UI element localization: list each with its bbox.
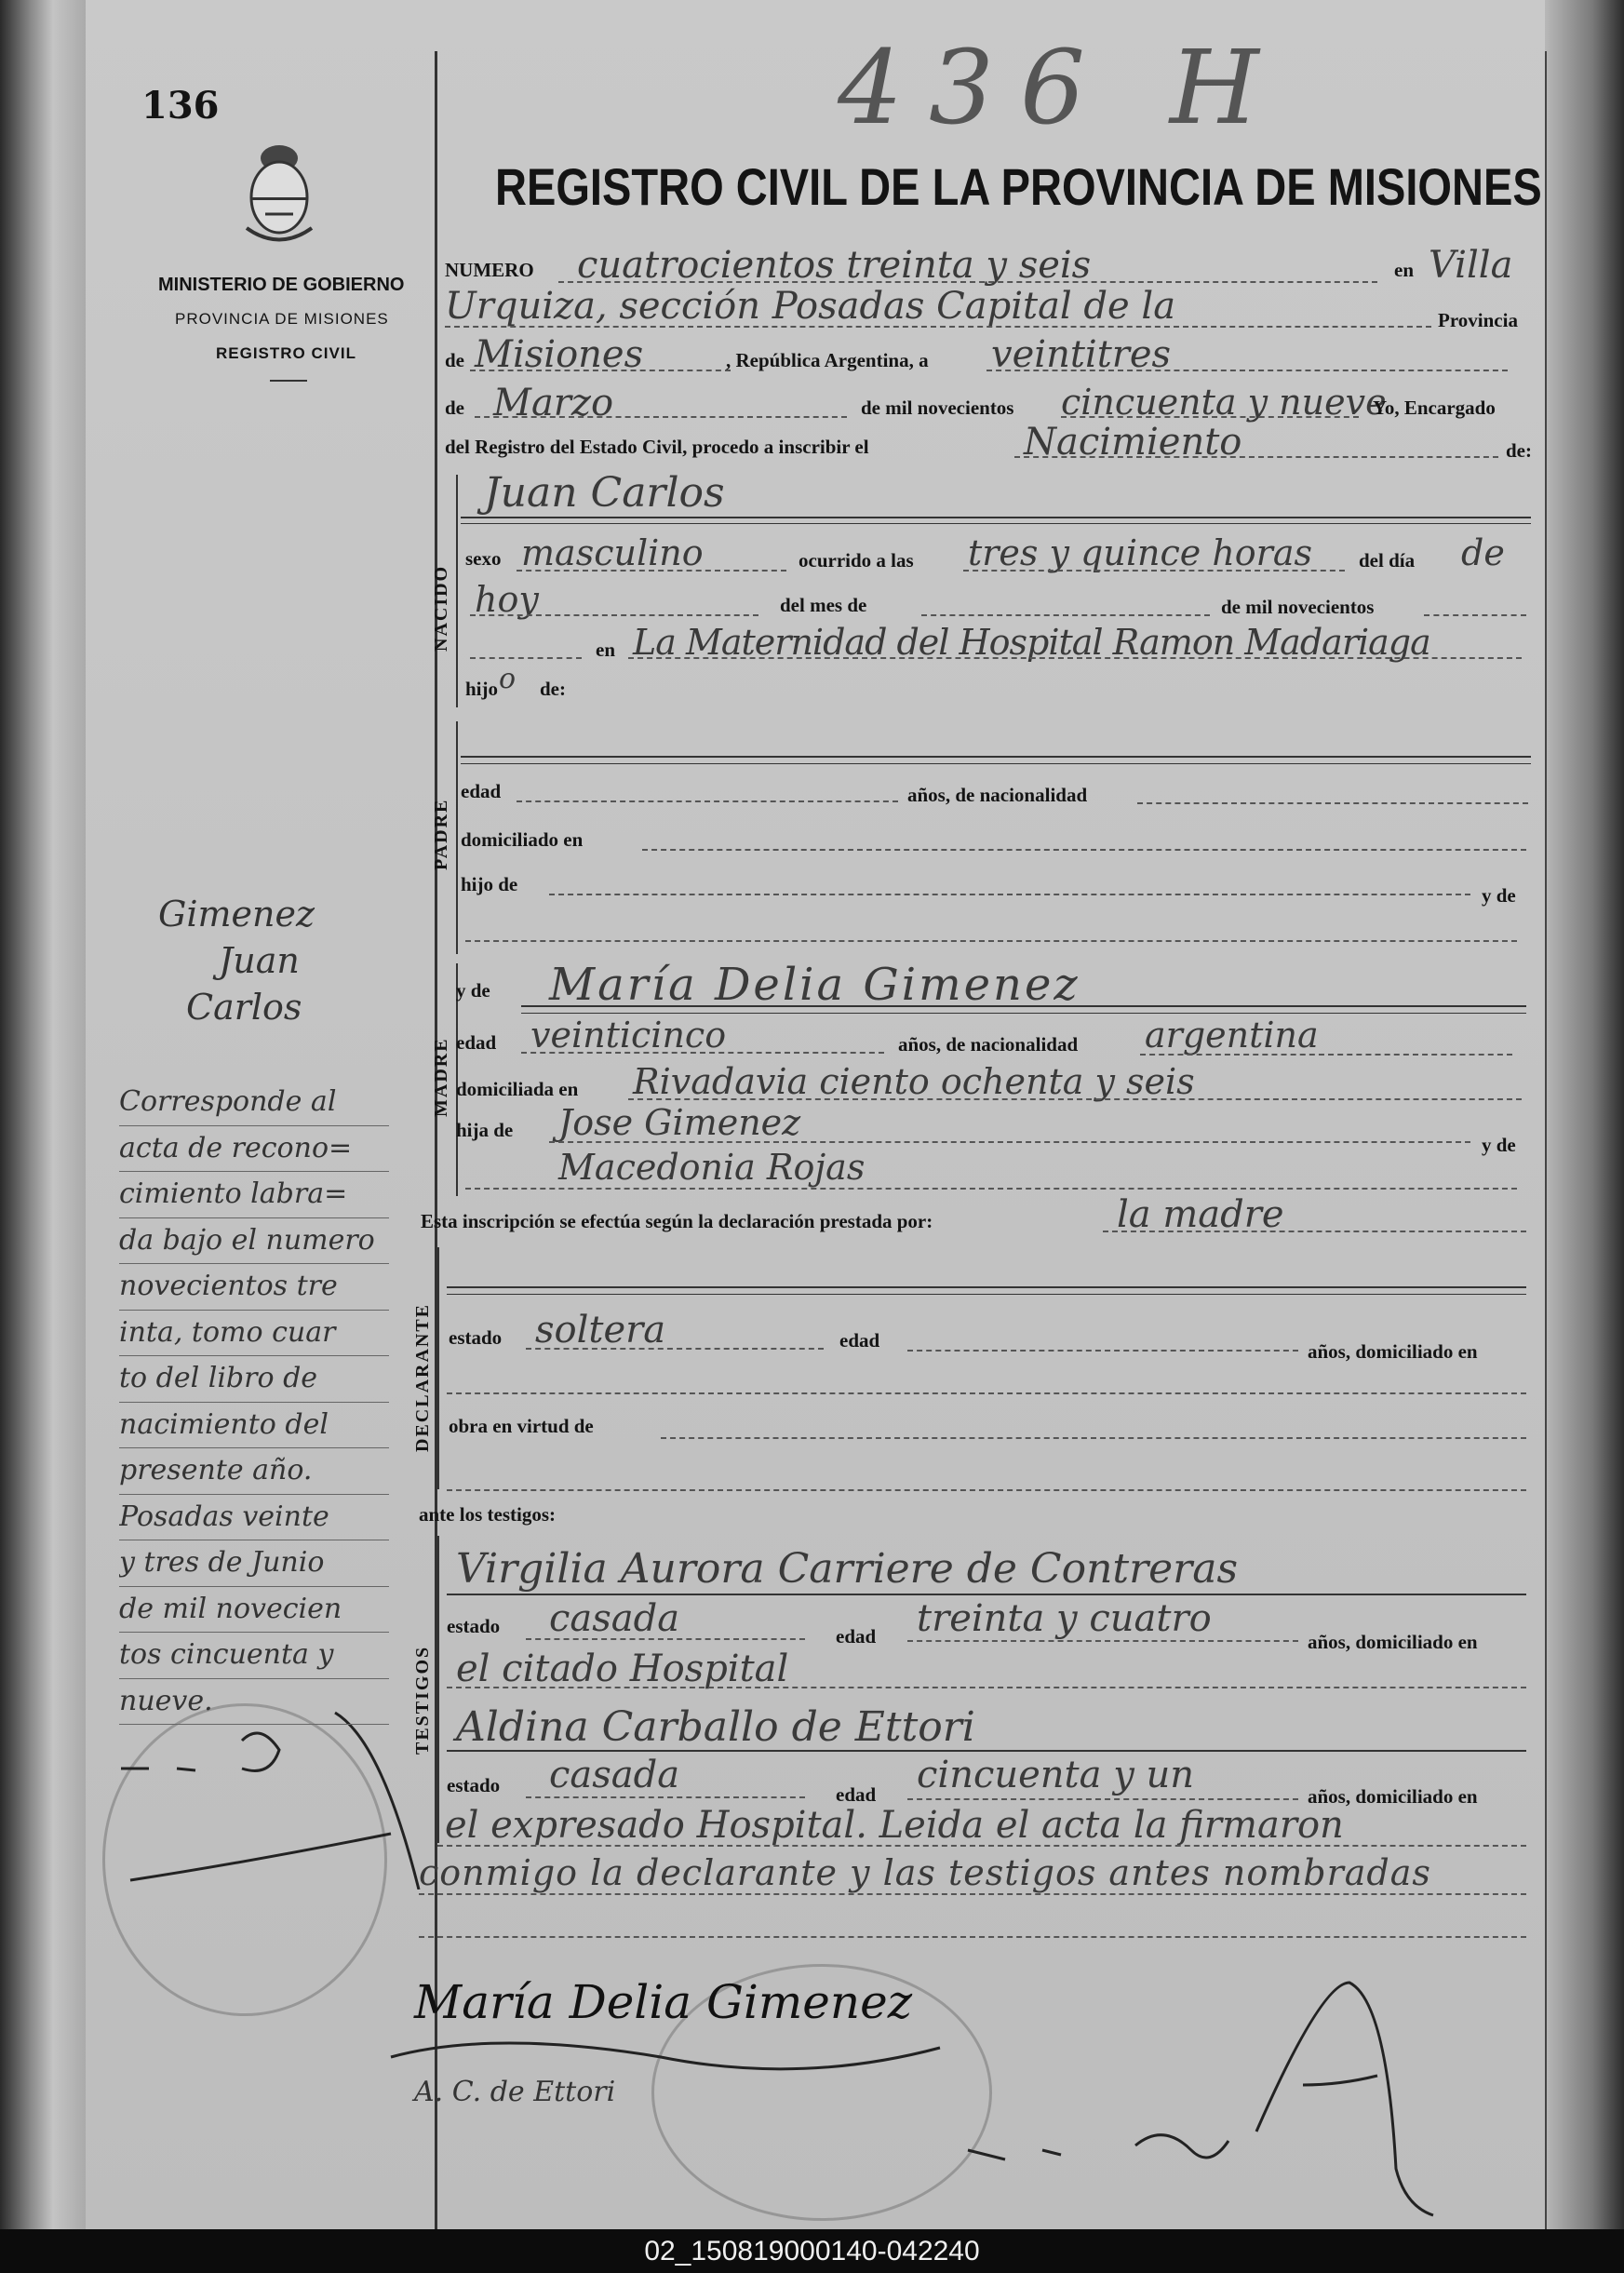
- book-spine: [0, 0, 88, 2229]
- numero-value: cuatrocientos treinta y seis: [577, 244, 1092, 287]
- padre-hijo-label: hijo de: [461, 873, 518, 895]
- testigo-1-edad: treinta y cuatro: [917, 1597, 1212, 1640]
- declarante-obra-label: obra en virtud de: [449, 1415, 594, 1437]
- margin-name-3: Carlos: [186, 987, 302, 1028]
- declarante-bracket: [437, 1247, 439, 1489]
- declaracion-label: Esta inscripción se efectúa según la declaración prestada por:: [421, 1210, 933, 1232]
- del-dia-label: del día: [1359, 549, 1416, 572]
- testigo-1-estado: casada: [549, 1597, 680, 1640]
- de-label: de: [445, 349, 464, 371]
- place-underline: [445, 326, 1431, 328]
- testigo-2-edad: cincuenta y un: [917, 1754, 1195, 1796]
- sexo-underline: [517, 570, 786, 572]
- declarante-obra-underline: [661, 1437, 1526, 1439]
- closing-line-2-underline: [419, 1893, 1526, 1895]
- testigo-1-anos-label: años, domiciliado en: [1308, 1631, 1478, 1653]
- margin-note-line: tos cincuenta y: [119, 1633, 389, 1679]
- margin-note-lines: [119, 1080, 389, 1725]
- en-label: en: [1394, 259, 1414, 281]
- argentina-coat-of-arms-icon: [237, 130, 321, 251]
- declarante-estado-value: soltera: [535, 1309, 666, 1352]
- padre-anos-label: años, de nacionalidad: [907, 784, 1088, 806]
- page-number: 136: [141, 84, 220, 128]
- madre-anos-label: años, de nacionalidad: [898, 1033, 1079, 1056]
- en-value: Villa: [1429, 244, 1513, 287]
- mes-underline: [921, 614, 1210, 616]
- closing-line-2: conmigo la declarante y las testigos antes nombradas: [419, 1852, 1431, 1893]
- declarante-side-label: DECLARANTE: [412, 1302, 433, 1452]
- month-underline: [475, 416, 847, 418]
- document-title: REGISTRO CIVIL DE LA PROVINCIA DE MISIONES: [495, 157, 1542, 216]
- de-underline: [470, 370, 731, 371]
- testigo-1-dom-underline: [447, 1687, 1526, 1688]
- hijo-suffix: de:: [540, 678, 566, 700]
- mil-label: de mil novecientos: [861, 397, 1014, 419]
- margin-name-1: Gimenez: [158, 894, 315, 935]
- hoy-value: hoy: [475, 579, 539, 620]
- nacido-bracket: [456, 475, 458, 707]
- header-divider: [270, 380, 307, 382]
- padre-bracket: [456, 721, 458, 954]
- declarante-edad-label: edad: [839, 1329, 880, 1352]
- ocurrido-label: ocurrido a las: [799, 549, 914, 572]
- madre-padre-value: Jose Gimenez: [558, 1102, 801, 1143]
- de-value: Misiones: [475, 333, 644, 376]
- month-value: Marzo: [493, 382, 614, 424]
- declarante-edad-underline: [907, 1350, 1298, 1352]
- padre-top-line: [461, 756, 1531, 758]
- time-underline: [963, 570, 1345, 572]
- page-edge: [1545, 0, 1624, 2229]
- madre-nac-value: argentina: [1145, 1015, 1319, 1056]
- declaracion-underline: [1103, 1231, 1526, 1232]
- padre-domicilio-underline: [642, 849, 1526, 851]
- madre-yde2-label: y de: [1482, 1134, 1516, 1156]
- nacido-side-label: NACIDO: [431, 564, 451, 652]
- padre-edad-label: edad: [461, 780, 502, 802]
- madre-edad-underline: [521, 1052, 884, 1054]
- madre-edad-label: edad: [456, 1031, 497, 1054]
- signature-scrawl-officer: [949, 1945, 1508, 2225]
- testigo-1-edad-underline: [907, 1640, 1298, 1642]
- footer-id: 02_150819000140-042240: [0, 2229, 1624, 2273]
- madre-madre-value: Macedonia Rojas: [558, 1147, 866, 1188]
- declarante-top-line-2: [447, 1294, 1526, 1295]
- nacido-en-label: en: [596, 639, 615, 661]
- nacido-place-value: La Maternidad del Hospital Ramon Madariaga: [633, 622, 1430, 663]
- testigo-2-estado: casada: [549, 1754, 680, 1796]
- margin-note-line: nueve.: [119, 1679, 389, 1726]
- place-value: Urquiza, sección Posadas Capital de la: [445, 285, 1176, 328]
- margin-rule: [435, 51, 437, 2229]
- declarante-estado-label: estado: [449, 1326, 503, 1349]
- padre-nac-underline: [1137, 802, 1528, 804]
- republica-label: , República Argentina, a: [726, 349, 929, 371]
- testigo-2-anos-label: años, domiciliado en: [1308, 1785, 1478, 1808]
- province-name: PROVINCIA DE MISIONES: [175, 310, 389, 328]
- testigos-ante-label: ante los testigos:: [419, 1503, 556, 1526]
- margin-note-line: presente año.: [119, 1448, 389, 1495]
- madre-name-line-2: [521, 1013, 1526, 1014]
- padre-domicilio-label: domiciliado en: [461, 828, 584, 851]
- day-value: veintitres: [991, 333, 1172, 376]
- testigo-1-dom: el citado Hospital: [456, 1648, 789, 1690]
- testigo-2-edad-underline: [907, 1798, 1298, 1800]
- declarante-estado-underline: [526, 1348, 824, 1350]
- padre-hijo-underline: [549, 894, 1470, 895]
- declarante-extra-underline: [447, 1489, 1526, 1491]
- right-rule: [1545, 51, 1547, 2229]
- testigo-2-name: Aldina Carballo de Ettori: [456, 1703, 975, 1751]
- nacido-year-underline: [1424, 614, 1526, 616]
- declaracion-value: la madre: [1117, 1193, 1284, 1236]
- sexo-value: masculino: [521, 532, 704, 573]
- testigo-1-estado-label: estado: [447, 1615, 501, 1637]
- madre-nac-underline: [1140, 1054, 1512, 1056]
- madre-hija-label: hija de: [456, 1119, 514, 1141]
- margin-note-line: to del libro de: [119, 1356, 389, 1403]
- margin-note-line: y tres de Junio: [119, 1540, 389, 1587]
- padre-edad-underline: [517, 800, 898, 802]
- margin-note-line: nacimiento del: [119, 1403, 389, 1449]
- declarante-top-line: [447, 1286, 1526, 1288]
- registro-label: del Registro del Estado Civil, procedo a inscribir el: [445, 436, 869, 458]
- closing-line-1-underline: [437, 1845, 1526, 1847]
- testigo-1-estado-underline: [526, 1638, 805, 1640]
- registry-name: REGISTRO CIVIL: [216, 344, 356, 362]
- margin-note-line: novecientos tre: [119, 1264, 389, 1311]
- padre-side-label: PADRE: [431, 798, 451, 870]
- madre-edad-value: veinticinco: [530, 1015, 727, 1056]
- de2-label: de: [445, 397, 464, 419]
- signature-witness: A. C. de Ettori: [414, 2076, 616, 2108]
- hoy-underline: [470, 614, 758, 616]
- act-underline: [1014, 456, 1498, 458]
- nacido-name-line-2: [461, 523, 1531, 524]
- margin-note-line: de mil novecien: [119, 1587, 389, 1634]
- madre-name-line: [521, 1005, 1526, 1007]
- act-value: Nacimiento: [1024, 421, 1242, 464]
- year-underline: [1061, 416, 1359, 418]
- madre-yde-label: y de: [456, 979, 490, 1002]
- testigo-1-name-line: [447, 1594, 1526, 1595]
- testigo-2-estado-label: estado: [447, 1774, 501, 1796]
- declarante-anos-label: años, domiciliado en: [1308, 1340, 1478, 1363]
- sexo-label: sexo: [465, 547, 502, 570]
- padre-top-line-2: [461, 763, 1531, 764]
- testigo-2-name-line: [447, 1750, 1526, 1752]
- nacido-name: Juan Carlos: [484, 469, 725, 517]
- margin-note-line: Posadas veinte: [119, 1495, 389, 1541]
- madre-domicilio-label: domiciliada en: [456, 1078, 579, 1100]
- handwritten-stamp-number: 436 H: [838, 28, 1285, 147]
- testigo-2-edad-label: edad: [836, 1783, 877, 1806]
- margin-note-line: inta, tomo cuar: [119, 1311, 389, 1357]
- testigo-1-name: Virgilia Aurora Carriere de Contreras: [456, 1545, 1239, 1593]
- testigo-2-estado-underline: [526, 1796, 805, 1798]
- hijo-label: hijo: [465, 678, 499, 700]
- madre-name: María Delia Gimenez: [549, 959, 1080, 1011]
- madre-side-label: MADRE: [431, 1037, 451, 1117]
- padre-yde-underline: [465, 940, 1517, 942]
- signature-mother: María Delia Gimenez: [414, 1975, 913, 2029]
- margin-note-line: da bajo el numero: [119, 1218, 389, 1265]
- nacido-place-underline: [628, 657, 1522, 659]
- madre-padre-underline: [549, 1141, 1470, 1143]
- signature-scrawl-margin: [112, 1703, 447, 1890]
- ministry-name: MINISTERIO DE GOBIERNO: [158, 275, 405, 295]
- margin-note-line: acta de recono=: [119, 1126, 389, 1173]
- margin-name-2: Juan: [219, 940, 300, 981]
- year-value: cincuenta y nueve: [1061, 382, 1387, 423]
- del-mes-label: del mes de: [780, 594, 867, 616]
- madre-domicilio-value: Rivadavia ciento ochenta y seis: [633, 1061, 1195, 1102]
- closing-line-1: el expresado Hospital. Leida el acta la firmaron: [445, 1804, 1344, 1847]
- nacido-mil-label: de mil novecientos: [1221, 596, 1375, 618]
- nacido-name-line: [461, 517, 1531, 518]
- padre-yde-label: y de: [1482, 884, 1516, 907]
- madre-domicilio-underline: [628, 1098, 1522, 1100]
- numero-label: NUMERO: [445, 259, 534, 281]
- time-value: tres y quince horas: [968, 532, 1312, 573]
- margin-note-line: Corresponde al: [119, 1080, 389, 1126]
- provincia-label: Provincia: [1438, 309, 1518, 331]
- signature-scrawl-mother-underline: [382, 2011, 959, 2094]
- margin-note-line: cimiento labra=: [119, 1172, 389, 1218]
- dia-value: de: [1461, 532, 1505, 573]
- de3-label: de:: [1506, 439, 1532, 462]
- testigo-1-edad-label: edad: [836, 1625, 877, 1648]
- encargado-label: Yo, Encargado: [1373, 397, 1496, 419]
- madre-madre-underline: [465, 1188, 1517, 1190]
- nacido-year-underline-2: [470, 657, 582, 659]
- closing-extra-underline: [419, 1936, 1526, 1938]
- day-underline: [986, 370, 1508, 371]
- hijo-suffix-mark: o: [499, 663, 517, 695]
- declarante-dom-underline: [447, 1392, 1526, 1394]
- testigos-side-label: TESTIGOS: [412, 1645, 433, 1755]
